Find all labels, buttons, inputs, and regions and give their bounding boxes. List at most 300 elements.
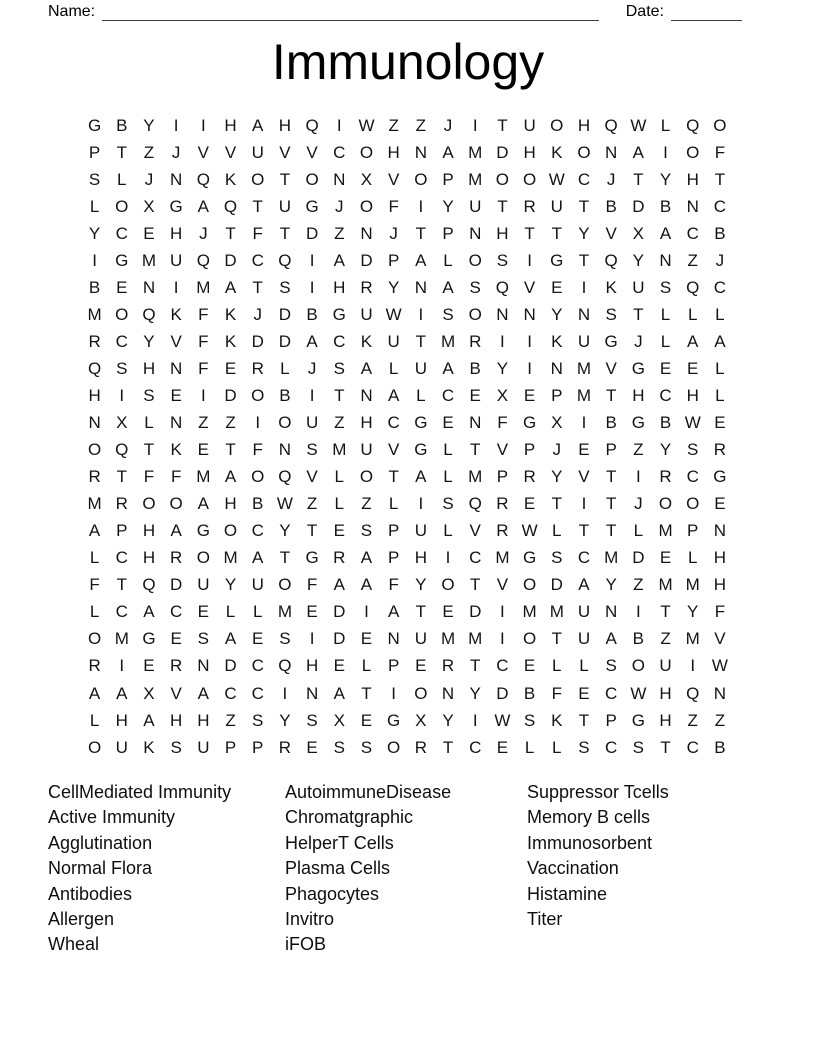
grid-cell: E: [523, 656, 536, 676]
grid-cell: Z: [334, 223, 345, 243]
grid-cell: J: [634, 331, 643, 351]
grid-cell: Q: [686, 277, 700, 297]
grid-cell: L: [334, 467, 345, 487]
grid-cell: L: [552, 737, 562, 757]
grid-cell: H: [305, 656, 319, 676]
grid-cell: N: [713, 521, 727, 541]
grid-cell: L: [524, 737, 535, 757]
grid-cell: U: [469, 196, 482, 216]
grid-cell: I: [445, 548, 451, 568]
grid-cell: U: [197, 737, 210, 757]
grid-cell: O: [387, 737, 401, 757]
grid-cell: F: [551, 683, 562, 703]
grid-cell: A: [687, 331, 699, 351]
grid-cell: H: [170, 223, 183, 243]
grid-cell: A: [197, 683, 210, 703]
grid-cell: I: [663, 142, 668, 162]
grid-cell: F: [388, 575, 399, 595]
grid-cell: C: [713, 277, 727, 297]
grid-cell: B: [469, 358, 481, 378]
grid-cell: M: [685, 629, 700, 649]
grid-cell: X: [333, 710, 345, 730]
grid-cell: L: [552, 656, 562, 676]
grid-cell: E: [659, 548, 672, 568]
grid-cell: O: [686, 494, 700, 514]
grid-cell: H: [224, 115, 237, 135]
grid-cell: A: [252, 115, 264, 135]
grid-cell: W: [385, 304, 402, 324]
grid-cell: V: [387, 440, 400, 460]
grid-cell: D: [251, 331, 264, 351]
grid-cell: C: [251, 656, 264, 676]
grid-cell: W: [521, 521, 538, 541]
grid-cell: G: [522, 548, 537, 568]
grid-cell: H: [713, 548, 727, 568]
grid-cell: N: [713, 683, 727, 703]
grid-cell: S: [687, 440, 699, 460]
grid-cell: Z: [687, 250, 698, 270]
word-list: [48, 780, 767, 958]
grid-cell: I: [92, 250, 97, 270]
grid-cell: U: [550, 196, 563, 216]
grid-cell: T: [116, 467, 127, 487]
grid-cell: A: [170, 521, 182, 541]
grid-cell: P: [496, 467, 509, 487]
grid-cell: C: [577, 169, 591, 189]
grid-cell: Y: [659, 169, 672, 189]
grid-cell: I: [119, 385, 125, 405]
grid-cell: N: [659, 250, 672, 270]
grid-cell: U: [170, 250, 183, 270]
grid-cell: F: [388, 196, 399, 216]
grid-row: [81, 247, 734, 274]
grid-cell: A: [360, 358, 373, 378]
grid-cell: U: [197, 575, 210, 595]
grid-cell: R: [170, 656, 183, 676]
word-list-item: AutoimmuneDisease: [285, 782, 452, 802]
grid-cell: G: [87, 115, 102, 135]
grid-cell: Z: [143, 142, 155, 162]
grid-cell: N: [170, 169, 183, 189]
grid-cell: Y: [659, 440, 672, 460]
grid-cell: W: [276, 494, 293, 514]
word-list-item: Suppressor Tcells: [527, 782, 669, 802]
grid-cell: C: [170, 602, 183, 622]
grid-row: [81, 139, 734, 166]
grid-cell: I: [472, 115, 478, 135]
grid-row: [81, 464, 734, 491]
grid-cell: L: [715, 304, 725, 324]
grid-cell: Y: [224, 575, 237, 595]
grid-cell: N: [686, 196, 699, 216]
grid-row: [81, 355, 734, 382]
grid-cell: S: [143, 385, 155, 405]
grid-cell: K: [224, 304, 237, 324]
grid-cell: E: [523, 385, 536, 405]
grid-cell: M: [658, 521, 673, 541]
grid-cell: Q: [142, 304, 156, 324]
grid-cell: A: [88, 521, 101, 541]
grid-cell: O: [278, 413, 292, 433]
grid-cell: O: [87, 737, 102, 757]
grid-cell: O: [414, 683, 428, 703]
header: [48, 3, 742, 21]
grid-cell: U: [387, 331, 400, 351]
grid-cell: L: [416, 385, 426, 405]
grid-cell: T: [279, 223, 291, 243]
grid-cell: M: [87, 304, 102, 324]
grid-cell: B: [279, 385, 291, 405]
grid-cell: K: [551, 710, 563, 730]
grid-cell: Z: [334, 413, 345, 433]
grid-cell: H: [142, 358, 156, 378]
grid-cell: I: [255, 413, 261, 433]
grid-cell: O: [305, 169, 319, 189]
grid-cell: K: [605, 277, 617, 297]
grid-cell: Q: [196, 169, 210, 189]
grid-cell: I: [690, 656, 696, 676]
grid-cell: A: [442, 358, 454, 378]
grid-cell: H: [577, 115, 591, 135]
grid-cell: I: [527, 331, 532, 351]
grid-cell: V: [605, 358, 617, 378]
grid-cell: G: [414, 413, 428, 433]
grid-cell: A: [88, 683, 101, 703]
grid-cell: A: [333, 575, 345, 595]
grid-cell: T: [497, 196, 508, 216]
grid-cell: M: [549, 602, 564, 622]
grid-cell: T: [605, 467, 617, 487]
grid-row: [81, 193, 734, 220]
grid-cell: L: [660, 331, 671, 351]
grid-cell: W: [630, 115, 647, 135]
grid-cell: O: [686, 142, 700, 162]
grid-cell: H: [387, 142, 400, 162]
grid-cell: I: [500, 331, 505, 351]
grid-cell: U: [659, 656, 672, 676]
grid-cell: R: [88, 656, 101, 676]
grid-cell: D: [224, 656, 237, 676]
grid-cell: L: [89, 548, 100, 568]
grid-cell: P: [387, 250, 400, 270]
grid-cell: C: [686, 737, 699, 757]
word-list-item: Wheal: [48, 934, 100, 955]
grid-cell: Y: [387, 277, 400, 297]
grid-cell: H: [224, 494, 237, 514]
grid-cell: J: [552, 440, 562, 460]
grid-cell: H: [360, 413, 373, 433]
grid-row: [81, 437, 734, 464]
grid-cell: X: [415, 710, 427, 730]
grid-cell: V: [496, 575, 509, 595]
grid-cell: Z: [225, 413, 236, 433]
grid-cell: P: [551, 385, 563, 405]
grid-cell: I: [309, 385, 315, 405]
date-label: Date:: [625, 3, 664, 20]
grid-cell: T: [361, 683, 372, 703]
grid-cell: S: [496, 250, 509, 270]
grid-cell: K: [551, 142, 563, 162]
grid-cell: E: [442, 602, 454, 622]
grid-cell: E: [306, 737, 318, 757]
grid-cell: O: [142, 494, 156, 514]
grid-cell: C: [115, 548, 128, 568]
grid-cell: R: [713, 440, 727, 460]
grid-cell: C: [496, 656, 509, 676]
grid-cell: U: [305, 413, 319, 433]
grid-cell: A: [116, 683, 128, 703]
grid-cell: A: [306, 331, 318, 351]
grid-cell: J: [199, 223, 208, 243]
grid-cell: S: [306, 440, 318, 460]
grid-cell: X: [496, 385, 509, 405]
grid-cell: K: [224, 331, 237, 351]
grid-cell: M: [196, 277, 211, 297]
grid-row: [81, 166, 734, 193]
grid-cell: P: [387, 521, 400, 541]
grid-cell: V: [197, 142, 210, 162]
grid-cell: U: [577, 331, 591, 351]
grid-cell: A: [197, 494, 210, 514]
grid-cell: O: [631, 656, 645, 676]
grid-row: [81, 410, 734, 437]
grid-row: [81, 680, 734, 707]
grid-cell: F: [714, 142, 726, 162]
grid-cell: O: [658, 494, 673, 514]
grid-cell: A: [415, 467, 427, 487]
grid-cell: L: [443, 521, 453, 541]
word-grid: [81, 112, 734, 761]
grid-cell: O: [251, 169, 265, 189]
grid-cell: J: [634, 494, 643, 514]
grid-cell: N: [360, 385, 373, 405]
grid-cell: O: [359, 196, 374, 216]
grid-cell: C: [686, 223, 699, 243]
grid-cell: O: [441, 575, 455, 595]
word-list-item: Phagocytes: [285, 883, 380, 904]
grid-cell: S: [442, 494, 454, 514]
grid-cell: F: [198, 358, 209, 378]
grid-cell: G: [414, 440, 428, 460]
grid-cell: J: [606, 169, 616, 189]
grid-cell: E: [415, 656, 427, 676]
grid-cell: W: [358, 115, 375, 135]
grid-cell: O: [522, 629, 537, 649]
grid-cell: O: [251, 385, 265, 405]
grid-cell: C: [469, 737, 482, 757]
grid-cell: P: [387, 548, 400, 568]
grid-cell: K: [224, 169, 237, 189]
grid-cell: A: [387, 385, 400, 405]
name-label: Name:: [48, 3, 96, 20]
grid-cell: E: [224, 358, 237, 378]
grid-cell: I: [119, 656, 125, 676]
grid-cell: N: [441, 683, 455, 703]
grid-cell: T: [714, 169, 726, 189]
grid-cell: T: [470, 575, 481, 595]
grid-cell: B: [306, 304, 318, 324]
grid-cell: I: [336, 115, 342, 135]
grid-cell: L: [443, 467, 453, 487]
grid-cell: I: [500, 629, 505, 649]
grid-cell: I: [527, 358, 532, 378]
grid-cell: U: [414, 521, 427, 541]
grid-cell: L: [579, 656, 589, 676]
grid-cell: B: [659, 413, 672, 433]
grid-cell: N: [197, 656, 210, 676]
grid-cell: O: [359, 467, 374, 487]
grid-cell: Y: [469, 683, 481, 703]
grid-cell: V: [170, 683, 182, 703]
grid-cell: G: [169, 196, 183, 216]
grid-cell: H: [659, 710, 672, 730]
grid-cell: H: [523, 142, 536, 162]
grid-cell: N: [550, 358, 563, 378]
grid-cell: M: [277, 602, 292, 622]
grid-cell: I: [391, 683, 397, 703]
grid-cell: Q: [87, 358, 102, 378]
grid-cell: L: [633, 521, 644, 541]
grid-cell: O: [713, 115, 727, 135]
word-list-item: Chromatgraphic: [285, 807, 414, 828]
grid-cell: E: [170, 385, 182, 405]
grid-cell: S: [360, 521, 373, 541]
grid-cell: F: [714, 602, 726, 622]
word-list-item: HelperT Cells: [285, 832, 394, 853]
grid-cell: I: [309, 629, 315, 649]
grid-cell: M: [141, 250, 157, 270]
grid-cell: T: [578, 250, 590, 270]
grid-cell: O: [223, 521, 238, 541]
grid-cell: F: [252, 440, 263, 460]
grid-cell: T: [334, 385, 345, 405]
grid-cell: O: [522, 169, 537, 189]
grid-cell: T: [388, 467, 399, 487]
grid-cell: E: [333, 521, 345, 541]
grid-cell: B: [88, 277, 101, 297]
grid-cell: D: [170, 575, 183, 595]
grid-cell: I: [200, 385, 206, 405]
grid-cell: U: [414, 358, 427, 378]
grid-cell: I: [472, 710, 478, 730]
grid-cell: L: [117, 169, 127, 189]
grid-cell: G: [115, 250, 129, 270]
grid-cell: D: [632, 196, 645, 216]
grid-cell: Y: [551, 304, 563, 324]
grid-cell: S: [333, 358, 345, 378]
grid-cell: A: [197, 196, 210, 216]
grid-cell: D: [278, 331, 292, 351]
grid-cell: E: [714, 413, 726, 433]
grid-cell: X: [360, 169, 373, 189]
grid-cell: E: [687, 358, 699, 378]
grid-cell: Z: [225, 710, 236, 730]
grid-cell: P: [252, 737, 264, 757]
grid-row: [81, 382, 734, 409]
grid-cell: H: [170, 710, 183, 730]
grid-cell: T: [252, 196, 263, 216]
grid-cell: E: [116, 277, 128, 297]
grid-row: [81, 491, 734, 518]
grid-cell: W: [630, 683, 647, 703]
grid-cell: U: [577, 629, 591, 649]
grid-cell: T: [306, 521, 318, 541]
grid-cell: E: [496, 737, 509, 757]
grid-cell: L: [225, 602, 236, 622]
grid-cell: A: [333, 683, 345, 703]
grid-cell: U: [115, 737, 128, 757]
grid-cell: C: [333, 331, 346, 351]
grid-cell: T: [116, 575, 127, 595]
grid-cell: L: [687, 304, 698, 324]
grid-cell: Q: [686, 683, 700, 703]
grid-cell: T: [252, 277, 263, 297]
grid-cell: H: [142, 521, 156, 541]
grid-cell: G: [550, 250, 564, 270]
grid-cell: V: [224, 142, 237, 162]
grid-cell: N: [469, 223, 482, 243]
grid-cell: Y: [88, 223, 101, 243]
grid-row: [81, 301, 734, 328]
grid-cell: D: [224, 250, 237, 270]
grid-cell: I: [173, 115, 179, 135]
grid-cell: M: [468, 169, 483, 189]
grid-cell: P: [224, 737, 237, 757]
grid-cell: L: [252, 602, 263, 622]
grid-cell: C: [713, 196, 727, 216]
grid-cell: M: [332, 440, 347, 460]
grid-cell: R: [469, 331, 482, 351]
grid-cell: Q: [468, 494, 482, 514]
grid-cell: T: [578, 196, 590, 216]
grid-cell: T: [279, 548, 291, 568]
grid-cell: B: [523, 683, 536, 703]
grid-cell: C: [441, 385, 455, 405]
grid-cell: G: [305, 196, 319, 216]
grid-cell: L: [388, 358, 399, 378]
grid-cell: B: [659, 196, 672, 216]
grid-cell: X: [632, 223, 645, 243]
grid-cell: U: [360, 440, 373, 460]
grid-cell: V: [496, 440, 509, 460]
grid-cell: U: [360, 304, 373, 324]
word-list-item: Memory B cells: [527, 807, 651, 828]
grid-cell: H: [632, 385, 645, 405]
grid-cell: Y: [496, 358, 509, 378]
grid-cell: M: [576, 358, 592, 378]
grid-cell: N: [414, 277, 427, 297]
grid-cell: R: [88, 467, 101, 487]
word-list-item: Allergen: [48, 909, 115, 930]
grid-cell: U: [577, 602, 591, 622]
grid-cell: R: [251, 358, 264, 378]
grid-cell: O: [359, 142, 374, 162]
grid-cell: Y: [415, 575, 427, 595]
grid-cell: V: [306, 467, 318, 487]
grid-cell: V: [170, 331, 182, 351]
word-list-item: iFOB: [285, 934, 327, 955]
grid-cell: R: [496, 494, 509, 514]
grid-cell: O: [468, 250, 482, 270]
grid-cell: T: [225, 440, 236, 460]
grid-cell: A: [442, 277, 454, 297]
grid-cell: L: [443, 250, 453, 270]
grid-cell: O: [468, 304, 482, 324]
grid-cell: A: [659, 223, 672, 243]
grid-cell: S: [659, 277, 672, 297]
grid-cell: P: [116, 521, 128, 541]
grid-cell: I: [364, 602, 369, 622]
